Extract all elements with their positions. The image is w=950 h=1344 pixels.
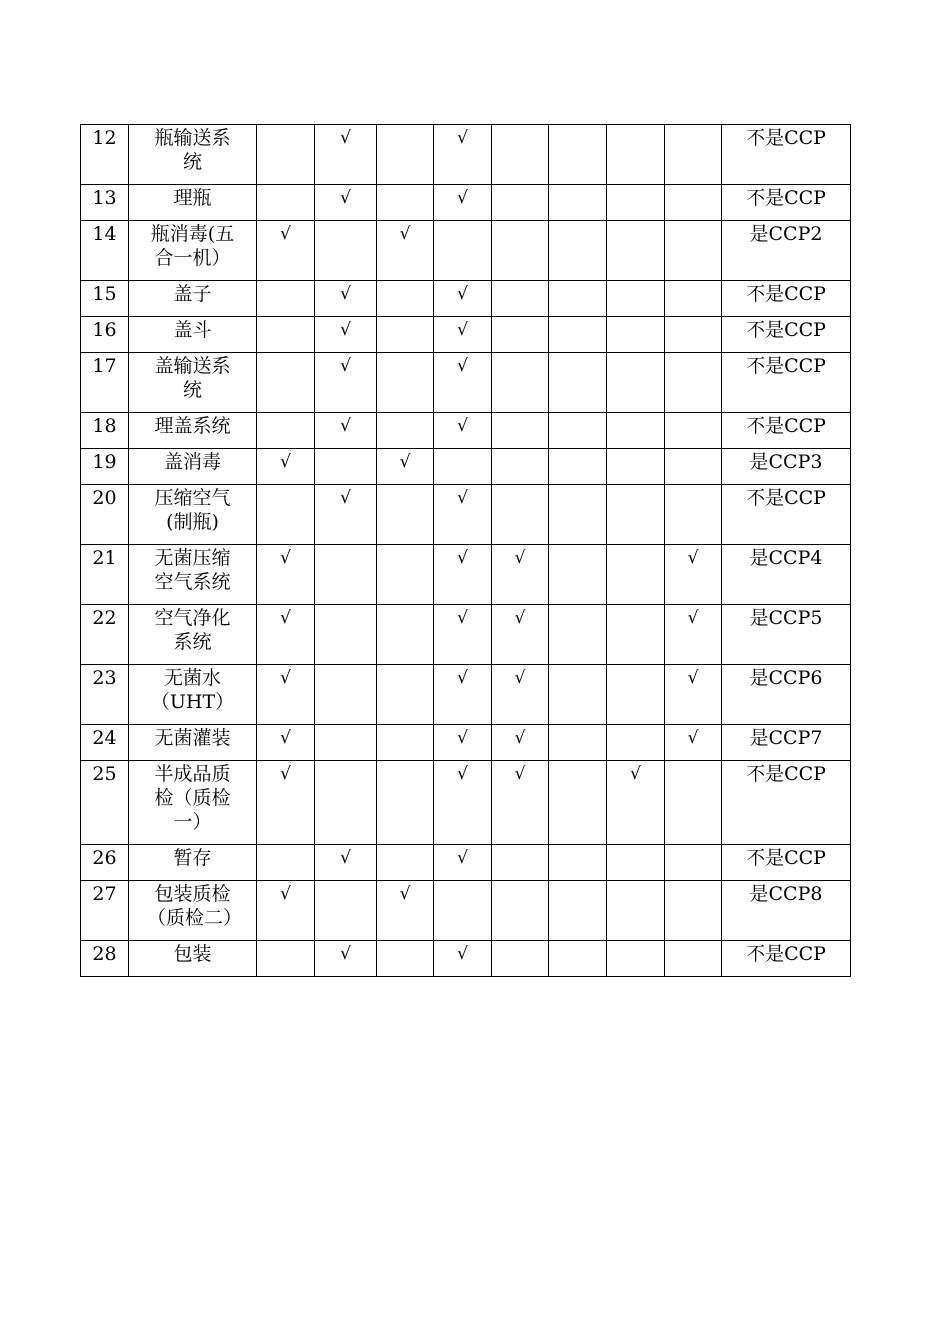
checkmark-icon: √ <box>514 548 526 568</box>
check-cell <box>257 485 315 545</box>
process-step-cell: 无菌灌装 <box>129 725 257 761</box>
check-cell <box>549 881 607 941</box>
checkmark-icon: √ <box>457 128 468 148</box>
check-cell <box>492 317 549 353</box>
check-cell <box>665 281 722 317</box>
step-number-cell: 12 <box>81 125 129 185</box>
step-number-cell: 14 <box>81 221 129 281</box>
check-cell <box>377 545 434 605</box>
check-cell <box>257 665 315 725</box>
process-step-cell: 盖输送系统 <box>129 353 257 413</box>
check-cell <box>257 545 315 605</box>
check-cell <box>377 449 434 485</box>
check-cell <box>607 281 665 317</box>
check-cell <box>434 449 492 485</box>
check-cell <box>315 941 377 977</box>
check-cell <box>257 413 315 449</box>
check-cell <box>257 317 315 353</box>
check-cell <box>665 353 722 413</box>
table-row <box>81 221 851 281</box>
step-number-cell: 26 <box>81 845 129 881</box>
check-cell <box>257 353 315 413</box>
checkmark-icon: √ <box>457 320 468 340</box>
check-cell <box>549 725 607 761</box>
check-cell <box>257 185 315 221</box>
check-cell <box>377 761 434 845</box>
check-cell <box>434 845 492 881</box>
check-cell <box>607 449 665 485</box>
check-cell <box>665 221 722 281</box>
ccp-result-cell: 是CCP6 <box>722 665 851 725</box>
check-cell <box>549 125 607 185</box>
check-cell <box>549 281 607 317</box>
check-cell <box>257 761 315 845</box>
check-cell <box>434 881 492 941</box>
checkmark-icon: √ <box>280 764 291 784</box>
table-row <box>81 941 851 977</box>
ccp-result-cell: 不是CCP <box>722 353 851 413</box>
check-cell <box>377 941 434 977</box>
check-cell <box>549 449 607 485</box>
ccp-result-cell: 是CCP2 <box>722 221 851 281</box>
ccp-result-cell: 是CCP3 <box>722 449 851 485</box>
checkmark-icon: √ <box>457 356 468 376</box>
check-cell <box>492 413 549 449</box>
process-step-cell: 盖子 <box>129 281 257 317</box>
table-row <box>81 605 851 665</box>
check-cell <box>665 725 722 761</box>
step-number-cell: 16 <box>81 317 129 353</box>
check-cell <box>665 413 722 449</box>
ccp-result-cell: 不是CCP <box>722 941 851 977</box>
check-cell <box>257 605 315 665</box>
checkmark-icon: √ <box>687 668 699 688</box>
check-cell <box>665 665 722 725</box>
step-number-cell: 19 <box>81 449 129 485</box>
checkmark-icon: √ <box>457 764 468 784</box>
checkmark-icon: √ <box>280 548 291 568</box>
check-cell <box>315 281 377 317</box>
table-row <box>81 281 851 317</box>
step-number-cell: 15 <box>81 281 129 317</box>
check-cell <box>492 665 549 725</box>
check-cell <box>549 761 607 845</box>
checkmark-icon: √ <box>514 608 526 628</box>
check-cell <box>377 725 434 761</box>
ccp-result-cell: 是CCP7 <box>722 725 851 761</box>
check-cell <box>665 941 722 977</box>
process-step-cell: 包装 <box>129 941 257 977</box>
table-row <box>81 665 851 725</box>
check-cell <box>315 449 377 485</box>
checkmark-icon: √ <box>457 944 468 964</box>
check-cell <box>607 413 665 449</box>
check-cell <box>492 281 549 317</box>
process-step-cell: 无菌压缩空气系统 <box>129 545 257 605</box>
table-row <box>81 845 851 881</box>
step-number-cell: 18 <box>81 413 129 449</box>
check-cell <box>607 545 665 605</box>
check-cell <box>607 485 665 545</box>
check-cell <box>377 485 434 545</box>
check-cell <box>665 545 722 605</box>
ccp-decision-table <box>80 124 851 977</box>
check-cell <box>377 281 434 317</box>
checkmark-icon: √ <box>457 608 468 628</box>
check-cell <box>377 125 434 185</box>
check-cell <box>257 845 315 881</box>
checkmark-icon: √ <box>457 416 468 436</box>
ccp-result-cell: 是CCP8 <box>722 881 851 941</box>
step-number-cell: 25 <box>81 761 129 845</box>
check-cell <box>434 761 492 845</box>
check-cell <box>665 317 722 353</box>
check-cell <box>607 185 665 221</box>
check-cell <box>607 317 665 353</box>
check-cell <box>377 185 434 221</box>
check-cell <box>492 725 549 761</box>
process-step-cell: 暂存 <box>129 845 257 881</box>
check-cell <box>257 449 315 485</box>
ccp-table-body <box>81 125 851 977</box>
step-number-cell: 17 <box>81 353 129 413</box>
check-cell <box>434 221 492 281</box>
checkmark-icon: √ <box>687 728 699 748</box>
step-number-cell: 22 <box>81 605 129 665</box>
table-row <box>81 353 851 413</box>
table-row <box>81 881 851 941</box>
table-row <box>81 545 851 605</box>
checkmark-icon: √ <box>687 608 699 628</box>
checkmark-icon: √ <box>457 488 468 508</box>
table-row <box>81 761 851 845</box>
check-cell <box>434 725 492 761</box>
check-cell <box>434 605 492 665</box>
check-cell <box>315 545 377 605</box>
ccp-result-cell: 不是CCP <box>722 125 851 185</box>
check-cell <box>549 413 607 449</box>
check-cell <box>607 605 665 665</box>
check-cell <box>434 545 492 605</box>
checkmark-icon: √ <box>457 848 468 868</box>
check-cell <box>549 605 607 665</box>
check-cell <box>315 221 377 281</box>
table-row <box>81 485 851 545</box>
checkmark-icon: √ <box>630 764 641 784</box>
table-row <box>81 725 851 761</box>
checkmark-icon: √ <box>340 356 351 376</box>
checkmark-icon: √ <box>280 728 291 748</box>
step-number-cell: 28 <box>81 941 129 977</box>
checkmark-icon: √ <box>340 128 351 148</box>
check-cell <box>665 761 722 845</box>
check-cell <box>549 353 607 413</box>
check-cell <box>492 221 549 281</box>
table-row <box>81 185 851 221</box>
check-cell <box>377 881 434 941</box>
process-step-cell: 空气净化系统 <box>129 605 257 665</box>
check-cell <box>492 605 549 665</box>
checkmark-icon: √ <box>514 728 526 748</box>
check-cell <box>434 665 492 725</box>
checkmark-icon: √ <box>340 848 351 868</box>
check-cell <box>434 353 492 413</box>
checkmark-icon: √ <box>457 728 468 748</box>
step-number-cell: 20 <box>81 485 129 545</box>
check-cell <box>377 845 434 881</box>
checkmark-icon: √ <box>340 284 351 304</box>
check-cell <box>434 125 492 185</box>
check-cell <box>315 605 377 665</box>
check-cell <box>607 665 665 725</box>
check-cell <box>549 185 607 221</box>
check-cell <box>377 317 434 353</box>
process-step-cell: 盖斗 <box>129 317 257 353</box>
check-cell <box>315 353 377 413</box>
check-cell <box>549 941 607 977</box>
checkmark-icon: √ <box>457 284 468 304</box>
check-cell <box>492 545 549 605</box>
process-step-cell: 半成品质检（质检一） <box>129 761 257 845</box>
check-cell <box>315 185 377 221</box>
process-step-cell: 包装质检（质检二） <box>129 881 257 941</box>
check-cell <box>315 317 377 353</box>
step-number-cell: 13 <box>81 185 129 221</box>
step-number-cell: 23 <box>81 665 129 725</box>
check-cell <box>549 845 607 881</box>
checkmark-icon: √ <box>280 608 291 628</box>
check-cell <box>492 353 549 413</box>
check-cell <box>607 125 665 185</box>
check-cell <box>607 941 665 977</box>
step-number-cell: 27 <box>81 881 129 941</box>
check-cell <box>257 221 315 281</box>
check-cell <box>377 665 434 725</box>
check-cell <box>492 485 549 545</box>
check-cell <box>315 125 377 185</box>
check-cell <box>665 449 722 485</box>
check-cell <box>257 881 315 941</box>
checkmark-icon: √ <box>340 488 351 508</box>
checkmark-icon: √ <box>280 452 291 472</box>
check-cell <box>492 845 549 881</box>
check-cell <box>607 761 665 845</box>
check-cell <box>315 845 377 881</box>
checkmark-icon: √ <box>280 668 291 688</box>
checkmark-icon: √ <box>340 188 351 208</box>
checkmark-icon: √ <box>399 884 411 904</box>
check-cell <box>257 281 315 317</box>
check-cell <box>257 125 315 185</box>
table-row <box>81 413 851 449</box>
checkmark-icon: √ <box>457 548 468 568</box>
checkmark-icon: √ <box>457 188 468 208</box>
check-cell <box>434 281 492 317</box>
ccp-result-cell: 不是CCP <box>722 845 851 881</box>
check-cell <box>607 353 665 413</box>
checkmark-icon: √ <box>399 452 411 472</box>
check-cell <box>549 317 607 353</box>
checkmark-icon: √ <box>514 764 526 784</box>
checkmark-icon: √ <box>687 548 699 568</box>
check-cell <box>315 485 377 545</box>
check-cell <box>257 725 315 761</box>
ccp-result-cell: 不是CCP <box>722 413 851 449</box>
table-row <box>81 125 851 185</box>
check-cell <box>665 605 722 665</box>
ccp-result-cell: 是CCP4 <box>722 545 851 605</box>
ccp-result-cell: 不是CCP <box>722 317 851 353</box>
process-step-cell: 盖消毒 <box>129 449 257 485</box>
check-cell <box>549 545 607 605</box>
check-cell <box>492 761 549 845</box>
check-cell <box>434 185 492 221</box>
check-cell <box>492 881 549 941</box>
checkmark-icon: √ <box>340 320 351 340</box>
ccp-result-cell: 是CCP5 <box>722 605 851 665</box>
check-cell <box>377 353 434 413</box>
ccp-result-cell: 不是CCP <box>722 485 851 545</box>
process-step-cell: 瓶输送系统 <box>129 125 257 185</box>
checkmark-icon: √ <box>340 944 351 964</box>
step-number-cell: 24 <box>81 725 129 761</box>
check-cell <box>607 725 665 761</box>
check-cell <box>665 125 722 185</box>
checkmark-icon: √ <box>280 224 291 244</box>
check-cell <box>607 881 665 941</box>
check-cell <box>315 665 377 725</box>
table-row <box>81 449 851 485</box>
process-step-cell: 理瓶 <box>129 185 257 221</box>
checkmark-icon: √ <box>514 668 526 688</box>
check-cell <box>434 413 492 449</box>
ccp-result-cell: 不是CCP <box>722 761 851 845</box>
check-cell <box>549 221 607 281</box>
checkmark-icon: √ <box>340 416 351 436</box>
check-cell <box>492 185 549 221</box>
ccp-result-cell: 不是CCP <box>722 185 851 221</box>
process-step-cell: 瓶消毒(五合一机） <box>129 221 257 281</box>
ccp-result-cell: 不是CCP <box>722 281 851 317</box>
check-cell <box>492 941 549 977</box>
process-step-cell: 理盖系统 <box>129 413 257 449</box>
check-cell <box>315 761 377 845</box>
check-cell <box>434 317 492 353</box>
check-cell <box>665 881 722 941</box>
check-cell <box>607 845 665 881</box>
check-cell <box>549 485 607 545</box>
check-cell <box>665 845 722 881</box>
check-cell <box>607 221 665 281</box>
check-cell <box>665 485 722 545</box>
check-cell <box>549 665 607 725</box>
process-step-cell: 无菌水（UHT） <box>129 665 257 725</box>
check-cell <box>315 725 377 761</box>
check-cell <box>315 881 377 941</box>
check-cell <box>315 413 377 449</box>
checkmark-icon: √ <box>399 224 411 244</box>
checkmark-icon: √ <box>457 668 468 688</box>
step-number-cell: 21 <box>81 545 129 605</box>
check-cell <box>377 413 434 449</box>
check-cell <box>434 941 492 977</box>
check-cell <box>665 185 722 221</box>
check-cell <box>492 125 549 185</box>
check-cell <box>434 485 492 545</box>
checkmark-icon: √ <box>280 884 291 904</box>
check-cell <box>377 605 434 665</box>
check-cell <box>257 941 315 977</box>
check-cell <box>377 221 434 281</box>
check-cell <box>492 449 549 485</box>
process-step-cell: 压缩空气(制瓶) <box>129 485 257 545</box>
table-row <box>81 317 851 353</box>
